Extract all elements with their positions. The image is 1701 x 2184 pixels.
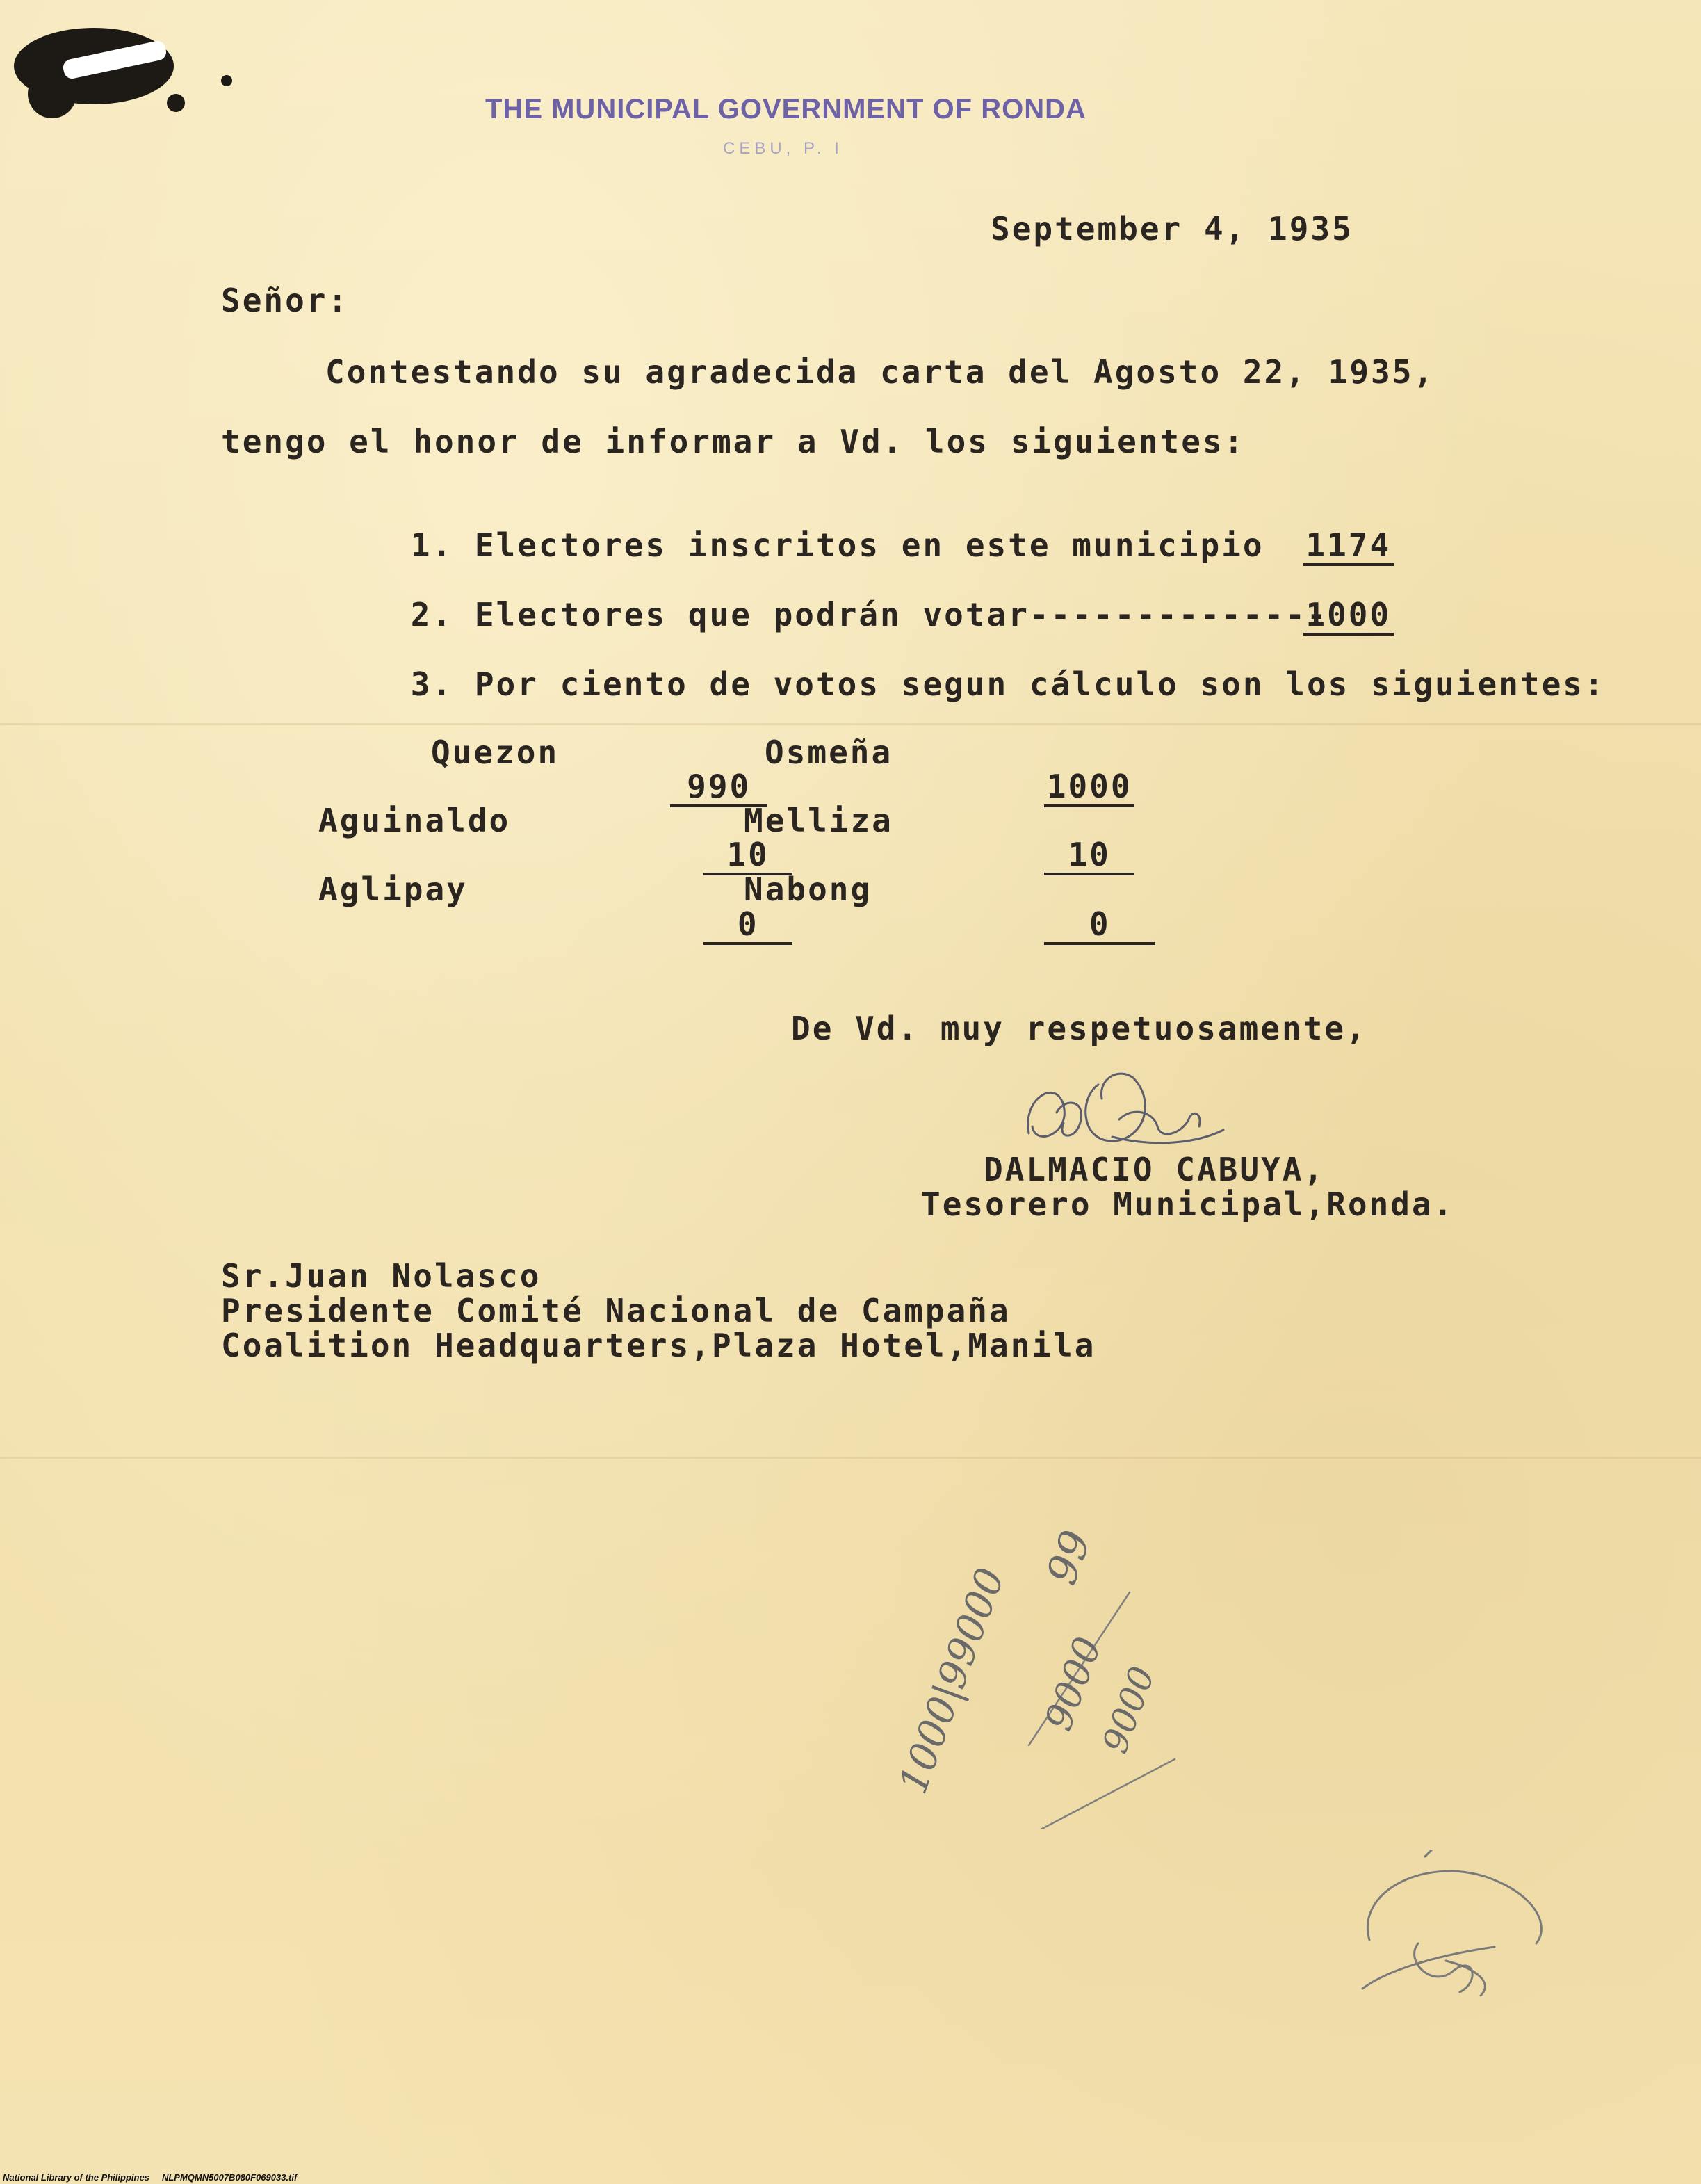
addressee-line-1: Sr.Juan Nolasco bbox=[221, 1257, 542, 1295]
body-line-2: tengo el honor de informar a Vd. los siguientes: bbox=[221, 423, 1246, 460]
pencil-note: 99 bbox=[1037, 1524, 1102, 1591]
candidate-votes: 10 bbox=[1044, 836, 1134, 875]
letterhead-title: THE MUNICIPAL GOVERNMENT OF RONDA bbox=[485, 94, 1086, 124]
paper-fold bbox=[0, 1457, 1701, 1459]
candidate-votes: 0 bbox=[703, 906, 792, 945]
candidate-name: Melliza bbox=[744, 802, 893, 839]
candidate-votes: 1000 bbox=[1044, 768, 1134, 807]
addressee-line-2: Presidente Comité Nacional de Campaña bbox=[221, 1292, 1011, 1329]
item-text: 2. Electores que podrán votar-------------- bbox=[410, 596, 1328, 633]
signer-title: Tesorero Municipal,Ronda. bbox=[921, 1186, 1455, 1223]
item-3 bbox=[325, 628, 1606, 741]
item-value: 1174 bbox=[1303, 527, 1394, 566]
candidate-name: Osmeña bbox=[765, 734, 893, 771]
footer-caption: National Library of the Philippines NLPMQMN5007B080F069033.tif bbox=[3, 2172, 298, 2183]
signer-name: DALMACIO CABUYA, bbox=[984, 1151, 1326, 1188]
body-line-1: Contestando su agradecida carta del Agosto 22, 1935, bbox=[325, 353, 1435, 391]
candidate-votes: 990 bbox=[670, 768, 767, 807]
pencil-note: 9000 bbox=[1036, 1631, 1110, 1736]
closing: De Vd. muy respetuosamente, bbox=[791, 1010, 1367, 1047]
candidate-votes: 10 bbox=[703, 836, 792, 875]
candidate-name: Nabong bbox=[744, 871, 872, 908]
letterhead-subtitle: CEBU, P. I bbox=[723, 139, 843, 158]
salutation: Señor: bbox=[221, 282, 350, 319]
candidate-name: Aguinaldo bbox=[318, 802, 511, 839]
candidate-votes: 0 bbox=[1044, 906, 1155, 945]
letter-date: September 4, 1935 bbox=[991, 210, 1353, 248]
pencil-note: 1000|99000 bbox=[890, 1562, 1014, 1800]
item-value: 1000 bbox=[1303, 597, 1394, 636]
candidate-name: Quezon bbox=[431, 734, 560, 771]
signature bbox=[1015, 1057, 1244, 1161]
addressee-line-3: Coalition Headquarters,Plaza Hotel,Manila bbox=[221, 1327, 1096, 1364]
candidate-name: Aglipay bbox=[318, 871, 468, 908]
pencil-strike-lines bbox=[1015, 1551, 1210, 1829]
pencil-note: 9000 bbox=[1094, 1661, 1163, 1758]
pencil-initials bbox=[1349, 1850, 1578, 2009]
item-text: 3. Por ciento de votos segun cálculo son los siguientes: bbox=[410, 665, 1606, 703]
item-text: 1. Electores inscritos en este municipio bbox=[410, 526, 1264, 564]
